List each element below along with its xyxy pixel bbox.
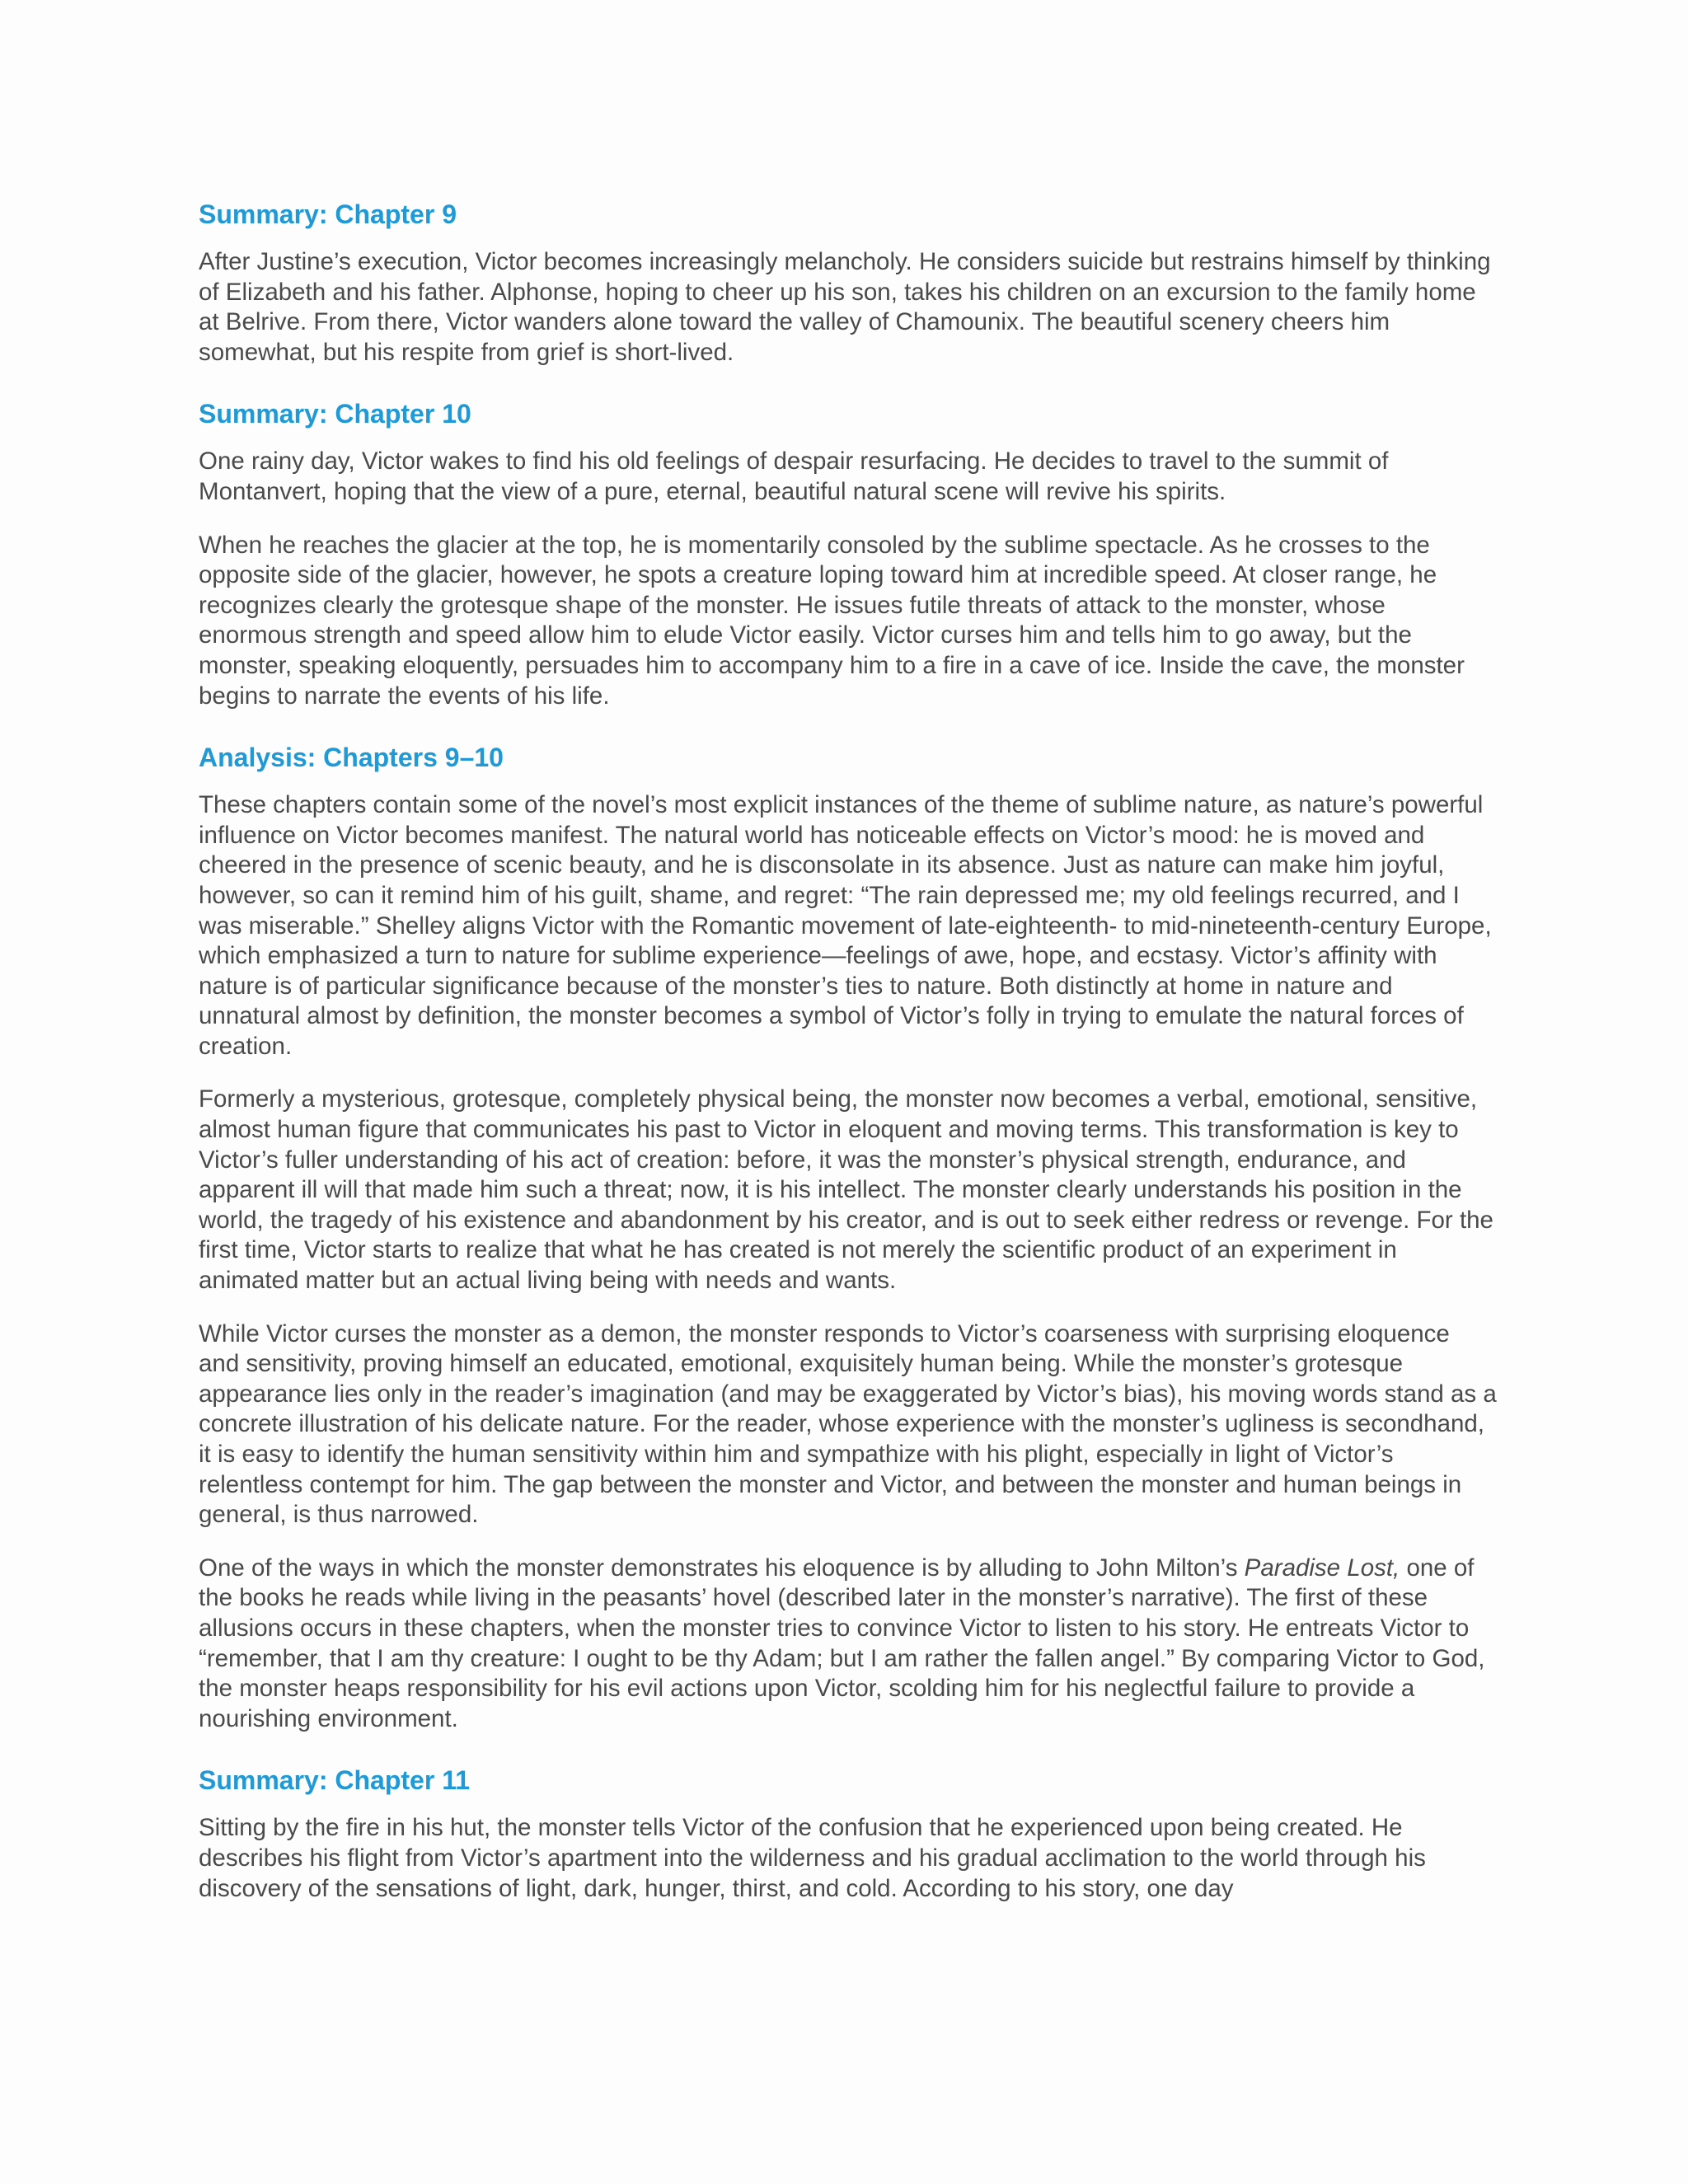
paragraph: Sitting by the fire in his hut, the monster tells Victor of the confusion that he experienced upon being created. He describes his flight from Victor’s apartment into the wilderness and his gradual acclimation to the world through his discovery of the sensations of light, dark, hunger, thirst, and cold. According to his story, one day — [199, 1814, 1426, 1902]
section-summary-chapter-11 — [199, 1760, 1497, 1904]
paragraph-text: One of the ways in which the monster demonstrates his eloquence is by alluding to John Milton’s — [199, 1554, 1245, 1582]
section-heading: Analysis: Chapters 9–10 — [199, 743, 504, 773]
paragraph: These chapters contain some of the novel’s most explicit instances of the theme of sublime nature, as nature’s powerful influence on Victor becomes manifest. The natural world has noticeable effects on Victor’s mood: he is moved and cheered in the presence of scenic beauty, and he is disconsolate in its absence. Just as nature can make him joyful, however, so can it remind him of his guilt, shame, and regret: “The rain depressed me; my old feelings recurred, and I was miserable.” Shelley aligns Victor with the Romantic movement of late-eighteenth- to mid-nineteenth-century Europe, which emphasized a turn to nature for sublime experience—feelings of awe, hope, and ecstasy. Victor’s affinity with nature is of particular significance because of the monster’s ties to nature. Both distinctly at home in nature and unnatural almost by definition, the monster becomes a symbol of Victor’s folly in trying to emulate the natural forces of creation. — [199, 791, 1492, 1060]
section-heading: Summary: Chapter 11 — [199, 1765, 471, 1796]
book-title: Paradise Lost, — [1244, 1554, 1400, 1582]
section-heading: Summary: Chapter 10 — [199, 399, 471, 429]
document-page — [199, 194, 1497, 1927]
paragraph: While Victor curses the monster as a demon, the monster responds to Victor’s coarseness with surprising eloquence and sensitivity, proving himself an educated, emotional, exquisitely human being. While the monster’s grotesque appearance lies only in the reader’s imagination (and may be exaggerated by Victor’s bias), his moving words stand as a concrete illustration of his delicate nature. For the reader, whose experience with the monster’s ugliness is secondhand, it is easy to identify the human sensitivity within him and sympathize with his plight, especially in light of Victor’s relentless contempt for him. The gap between the monster and Victor, and between the monster and human beings in general, is thus narrowed. — [199, 1319, 1497, 1529]
section-analysis-chapters-9-10 — [199, 738, 1497, 1734]
paragraph: After Justine’s execution, Victor becomes increasingly melancholy. He considers suicide but restrains himself by thinking of Elizabeth and his father. Alphonse, hoping to cheer up his son, takes his children on an excursion to the family home at Belrive. From there, Victor wanders alone toward the valley of Chamounix. The beautiful scenery cheers him somewhat, but his respite from grief is short-lived. — [199, 248, 1491, 366]
paragraph: When he reaches the glacier at the top, he is momentarily consoled by the sublime spectacle. As he crosses to the opposite side of the glacier, however, he spots a creature loping toward him at incredible speed. At closer range, he recognizes clearly the grotesque shape of the monster. He issues futile threats of attack to the monster, whose enormous strength and speed allow him to elude Victor easily. Victor curses him and tells him to go away, but the monster, speaking eloquently, persuades him to accompany him to a fire in a cave of ice. Inside the cave, the monster begins to narrate the events of his life. — [199, 531, 1465, 710]
paragraph-text: one of the books he reads while living in the peasants’ hovel (described later in the monster’s narrative). The first of these allusions occurs in these chapters, when the monster tries to convince Victor to listen to his story. He entreats Victor to “remember, that I am thy creature: I ought to be thy Adam; but I am rather the fallen angel.” By comparing Victor to God, the monster heaps responsibility for his evil actions upon Victor, scolding him for his neglectful failure to provide a nourishing environment. — [199, 1554, 1485, 1732]
paragraph: One rainy day, Victor wakes to find his old feelings of despair resurfacing. He decides to travel to the summit of Montanvert, hoping that the view of a pure, eternal, beautiful natural scene will revive his spirits. — [199, 448, 1389, 505]
section-heading: Summary: Chapter 9 — [199, 199, 457, 229]
section-summary-chapter-10 — [199, 394, 1497, 711]
section-summary-chapter-9 — [199, 194, 1497, 368]
paragraph: Formerly a mysterious, grotesque, completely physical being, the monster now becomes a verbal, emotional, sensitive, almost human figure that communicates his past to Victor in eloquent and moving terms. This transformation is key to Victor’s fuller understanding of his act of creation: before, it was the monster’s physical strength, endurance, and apparent ill will that made him such a threat; now, it is his intellect. The monster clearly understands his position in the world, the tragedy of his existence and abandonment by his creator, and is out to seek either redress or revenge. For the first time, Victor starts to realize that what he has created is not merely the scientific product of an experiment in animated matter but an actual living being with needs and wants. — [199, 1085, 1493, 1295]
paragraph-milton-allusion — [199, 1554, 1497, 1735]
